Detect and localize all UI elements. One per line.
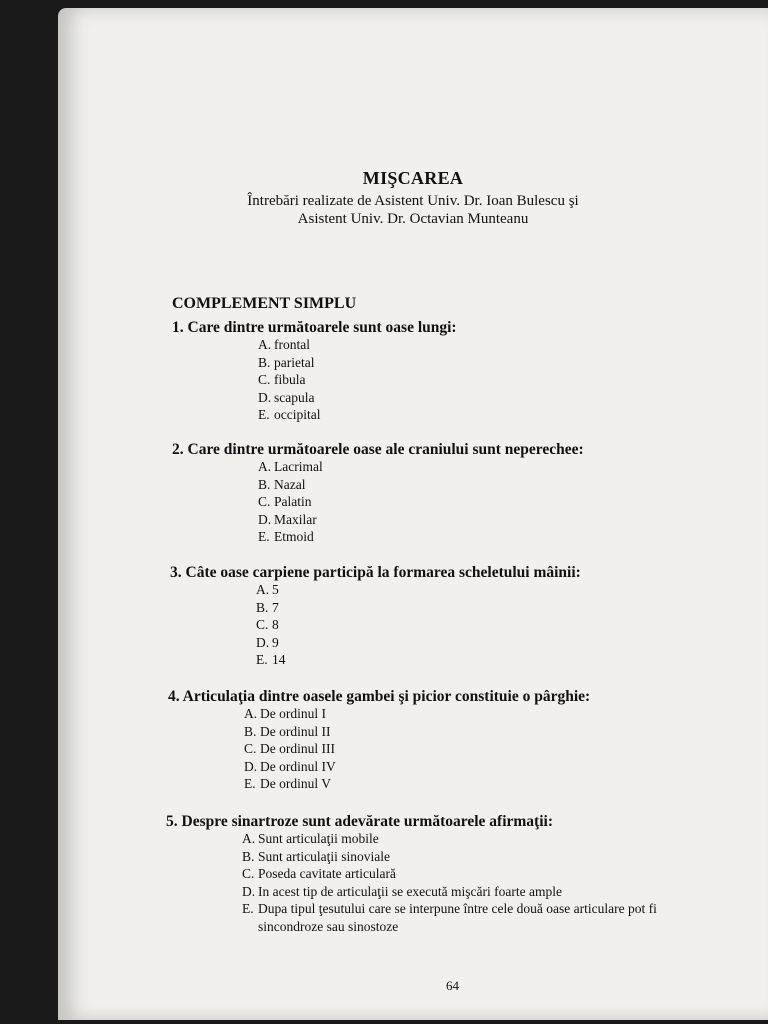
option-letter: A. — [256, 582, 270, 597]
option-letter: E. — [258, 529, 270, 544]
option-text: 8 — [272, 617, 279, 632]
options-question-4 — [244, 705, 336, 793]
option-letter: E. — [244, 776, 256, 791]
option-text: Etmoid — [274, 529, 314, 544]
option-letter: B. — [258, 354, 271, 370]
option — [258, 511, 323, 529]
question-1: 1. Care dintre următoarele sunt oase lungi: — [172, 319, 457, 336]
option-letter: D. — [244, 758, 258, 774]
option-text: Sunt articulaţii mobile — [258, 831, 379, 846]
option-text: In acest tip de articulaţii se execută mişcări foarte ample — [258, 883, 562, 899]
option-letter: D. — [242, 883, 256, 899]
option-text: Maxilar — [274, 511, 317, 527]
option-text: 14 — [272, 652, 286, 667]
question-4: 4. Articulaţia dintre oasele gambei şi picior constituie o pârghie: — [168, 688, 591, 705]
option — [256, 634, 286, 652]
option-text: De ordinul III — [260, 741, 335, 756]
options-question-2 — [258, 458, 323, 546]
option-text: Nazal — [274, 476, 306, 492]
option-text: Lacrimal — [274, 459, 323, 474]
page-number: 64 — [446, 978, 459, 993]
option-letter: E. — [258, 407, 270, 422]
option-letter: A. — [242, 831, 256, 846]
option — [258, 354, 320, 372]
option — [258, 406, 320, 424]
option — [256, 599, 286, 617]
option-letter: B. — [244, 723, 257, 739]
option-text: Palatin — [274, 494, 312, 509]
option-letter: B. — [258, 476, 271, 492]
question-2: 2. Care dintre următoarele oase ale craniului sunt neperechee: — [172, 441, 584, 458]
option — [258, 336, 320, 354]
option-letter: D. — [258, 511, 272, 527]
option-text: Sunt articulaţii sinoviale — [258, 848, 390, 864]
option — [256, 581, 286, 599]
author-line-2: Asistent Univ. Dr. Octavian Munteanu — [297, 211, 529, 227]
option-text: fibula — [274, 372, 306, 387]
author-line-1: Întrebări realizate de Asistent Univ. Dr. Ioan Bulescu şi — [247, 193, 579, 209]
option-letter: E. — [256, 652, 268, 667]
option — [258, 476, 323, 494]
option — [258, 458, 323, 476]
page-title: MIŞCAREA — [362, 168, 464, 188]
option-text: occipital — [274, 407, 321, 422]
option-text: De ordinul IV — [260, 758, 336, 774]
options-question-1 — [258, 336, 320, 424]
option — [244, 775, 336, 793]
option-letter: A. — [244, 706, 258, 721]
option — [244, 705, 336, 723]
option-text: 7 — [272, 599, 279, 615]
option — [256, 616, 286, 634]
option-letter: D. — [256, 634, 270, 650]
option — [258, 371, 320, 389]
option-text: 5 — [272, 582, 279, 597]
option-text: 9 — [272, 634, 279, 650]
option — [258, 528, 323, 546]
question-3: 3. Câte oase carpiene participă la formarea scheletului mâinii: — [170, 564, 581, 581]
option — [242, 865, 712, 883]
option — [242, 830, 712, 848]
option-letter: B. — [242, 848, 255, 864]
option — [242, 848, 712, 866]
option-text: frontal — [274, 337, 310, 352]
option-text: scapula — [274, 389, 315, 405]
document-page — [58, 8, 768, 1020]
option — [242, 900, 712, 935]
option-text: De ordinul II — [260, 723, 331, 739]
option-text: De ordinul V — [260, 776, 331, 791]
option — [244, 740, 336, 758]
option-letter: A. — [258, 337, 272, 352]
section-heading: COMPLEMENT SIMPLU — [172, 295, 357, 312]
option-letter: B. — [256, 599, 269, 615]
option — [244, 723, 336, 741]
option-letter: C. — [256, 617, 269, 632]
option-letter: A. — [258, 459, 272, 474]
question-5: 5. Despre sinartroze sunt adevărate următoarele afirmaţii: — [166, 813, 553, 830]
options-question-3 — [256, 581, 286, 669]
options-question-5 — [242, 830, 712, 935]
option-letter: E. — [242, 901, 254, 916]
option-letter: C. — [258, 494, 271, 509]
option — [244, 758, 336, 776]
option-text: Dupa tipul ţesutului care se interpune între cele două oase articulare pot fi sincondroze sau sinostoze — [258, 901, 657, 934]
option — [256, 651, 286, 669]
option-letter: C. — [242, 866, 255, 881]
option-text: parietal — [274, 354, 315, 370]
option — [242, 883, 712, 901]
option-letter: C. — [244, 741, 257, 756]
option — [258, 389, 320, 407]
option — [258, 493, 323, 511]
option-letter: D. — [258, 389, 272, 405]
option-letter: C. — [258, 372, 271, 387]
option-text: De ordinul I — [260, 706, 326, 721]
option-text: Poseda cavitate articulară — [258, 866, 396, 881]
